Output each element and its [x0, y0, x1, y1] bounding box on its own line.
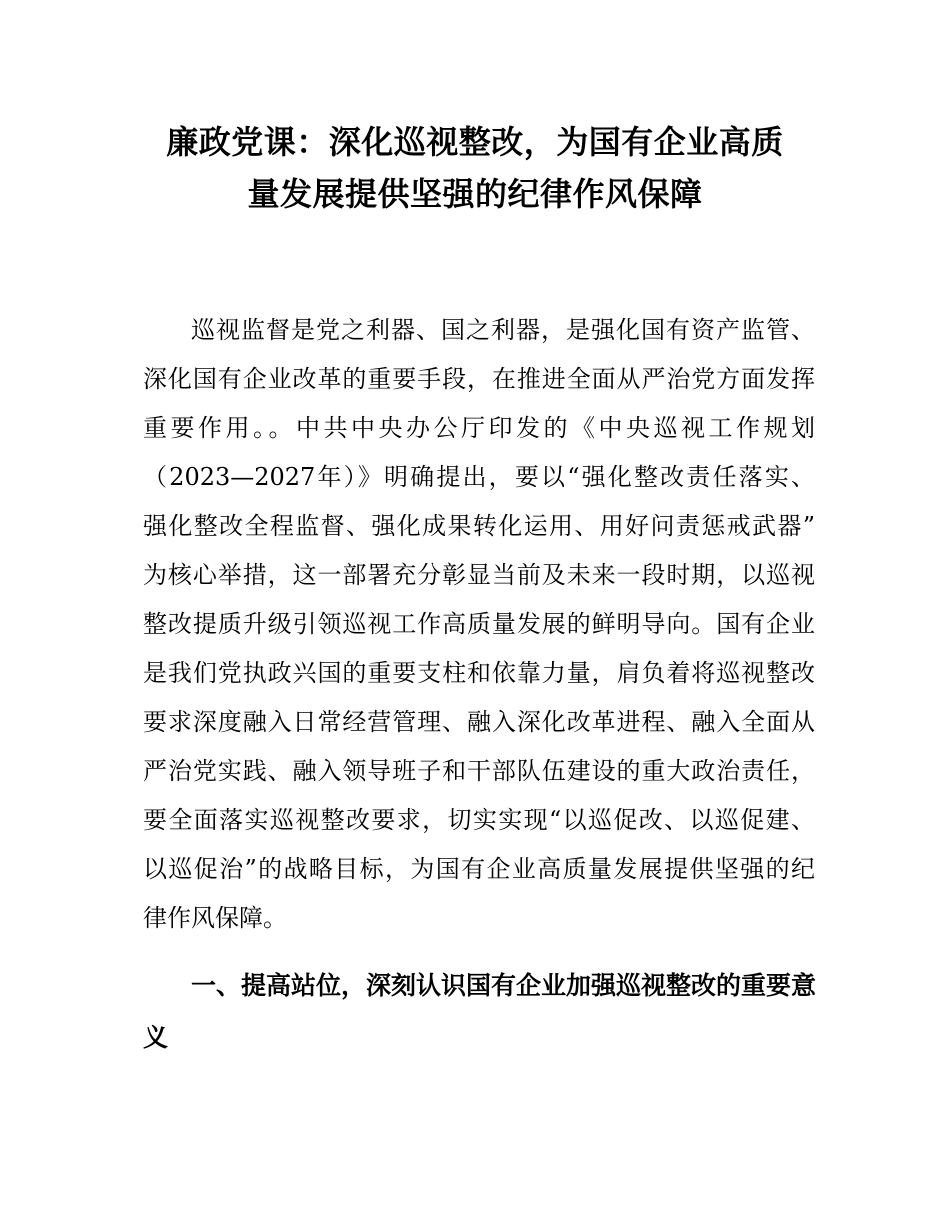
paragraph-line: 严治党实践、融入领导班子和干部队伍建设的重大政治责任，: [143, 757, 815, 785]
paragraph-line: 整改提质升级引领巡视工作高质量发展的鲜明导向。国有企业: [143, 610, 815, 638]
section-heading-line: 义: [143, 1023, 169, 1052]
paragraph-line: 强化整改全程监督、强化成果转化运用、用好问责惩戒武器”: [143, 512, 815, 540]
title-line: 量发展提供坚强的纪律作风保障: [247, 175, 703, 213]
paragraph-line: 深化国有企业改革的重要手段，在推进全面从严治党方面发挥: [143, 365, 815, 393]
title-line: 廉政党课：深化巡视整改，为国有企业高质: [166, 123, 784, 161]
paragraph-line: 律作风保障。: [143, 904, 287, 932]
paragraph-line: （2023—2027年）》明确提出，要以“强化整改责任落实、: [143, 463, 815, 491]
paragraph-line: 以巡促治”的战略目标，为国有企业高质量发展提供坚强的纪: [143, 855, 815, 883]
paragraph-line: 要全面落实巡视整改要求，切实实现“以巡促改、以巡促建、: [143, 806, 815, 834]
paragraph-line: 要求深度融入日常经营管理、融入深化改革进程、融入全面从: [143, 708, 815, 736]
paragraph-line: 巡视监督是党之利器、国之利器，是强化国有资产监管、: [191, 316, 815, 344]
paragraph-line: 为核心举措，这一部署充分彰显当前及未来一段时期，以巡视: [143, 561, 815, 589]
paragraph-line: 重要作用。。中共中央办公厅印发的《中央巡视工作规划: [143, 414, 815, 442]
section-heading-line: 一、提高站位，深刻认识国有企业加强巡视整改的重要意: [191, 971, 817, 1000]
document-title: [140, 116, 810, 220]
intro-paragraph: [143, 306, 815, 943]
section-heading: [143, 960, 815, 1064]
paragraph-line: 是我们党执政兴国的重要支柱和依靠力量，肩负着将巡视整改: [143, 659, 815, 687]
